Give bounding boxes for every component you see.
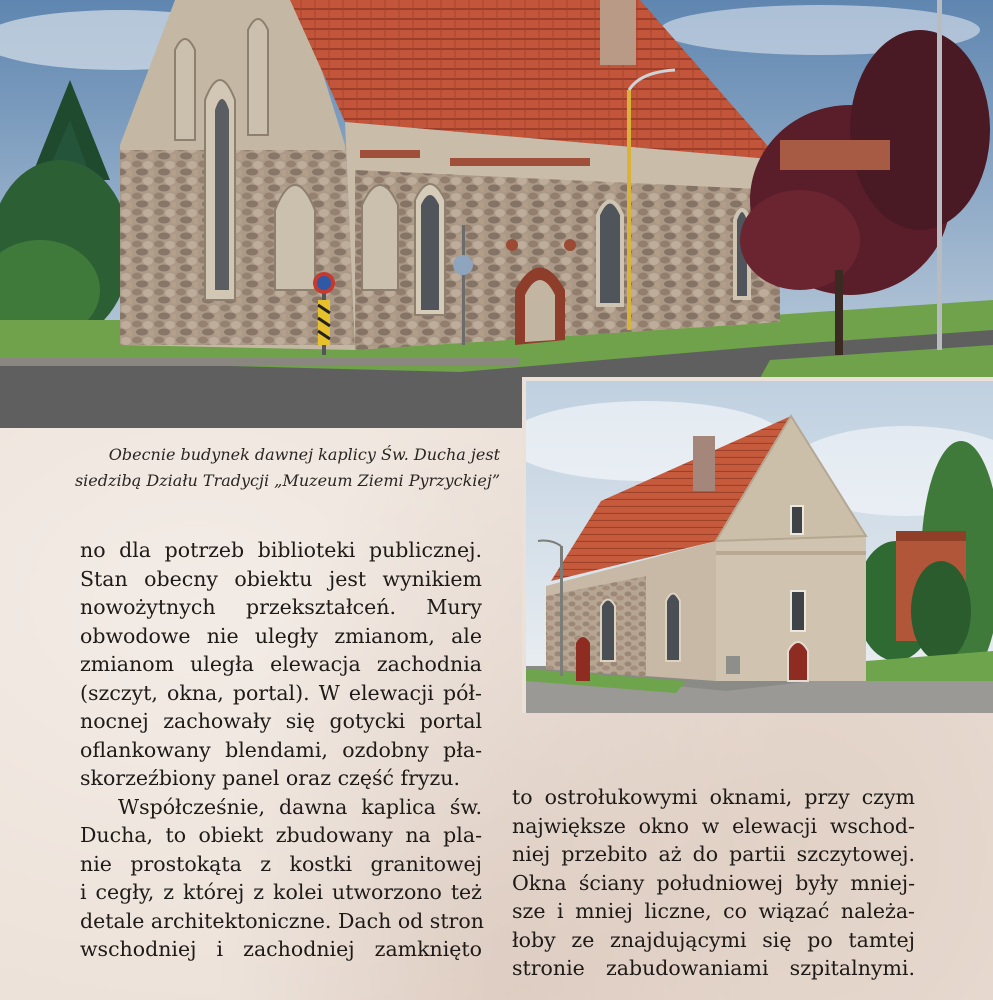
- photo-caption: [60, 442, 500, 494]
- text-line: nie prostokąta z kostki granitowej: [80, 851, 482, 876]
- right-text-column: [512, 783, 915, 983]
- chapel-gable-photo: [522, 377, 993, 713]
- text-line: nocnej zachowały się gotycki portal: [80, 709, 482, 733]
- text-line: stronie zabudowaniami szpitalnymi.: [512, 956, 915, 980]
- text-line: łoby ze znajdującymi się po tamtej: [512, 927, 915, 952]
- text-line: wschodniej i zachodniej zamknięto: [80, 937, 482, 961]
- left-text-column: [80, 536, 482, 964]
- text-line: (szczyt, okna, portal). W elewacji pół-: [80, 680, 482, 705]
- text-line: zmianom uległa elewacja zachodnia: [80, 652, 482, 676]
- chapel-street-photo: [0, 0, 993, 428]
- text-line: to ostrołukowymi oknami, przy czym: [512, 785, 915, 809]
- text-line: Współcześnie, dawna kaplica św.: [118, 794, 482, 819]
- caption-line-2: siedzibą Działu Tradycji „Muzeum Ziemi Pyrzyckiej”: [74, 471, 500, 490]
- text-line: no dla potrzeb biblioteki publicznej.: [80, 538, 482, 562]
- text-line: skorzeźbiony panel oraz część fryzu.: [80, 766, 460, 790]
- text-line: detale architektoniczne. Dach od stron: [80, 908, 484, 933]
- text-line: Okna ściany południowej były mniej-: [512, 870, 915, 895]
- text-line: największe okno w elewacji wschod-: [512, 813, 915, 838]
- text-line: niej przebito aż do partii szczytowej.: [512, 842, 915, 866]
- text-line: sze i mniej liczne, co wiązać należa-: [512, 899, 915, 923]
- text-line: obwodowe nie uległy zmianom, ale: [80, 623, 482, 648]
- text-line: nowożytnych przekształceń. Mury: [80, 595, 482, 619]
- text-line: Stan obecny obiektu jest wynikiem: [80, 566, 482, 591]
- text-line: oflankowany blendami, ozdobny pła-: [80, 737, 482, 762]
- text-line: Ducha, to obiekt zbudowany na pla-: [80, 823, 482, 847]
- text-line: i cegły, z której z kolei utworzono też: [80, 880, 482, 904]
- caption-line-1: Obecnie budynek dawnej kaplicy Św. Ducha jest: [108, 445, 500, 464]
